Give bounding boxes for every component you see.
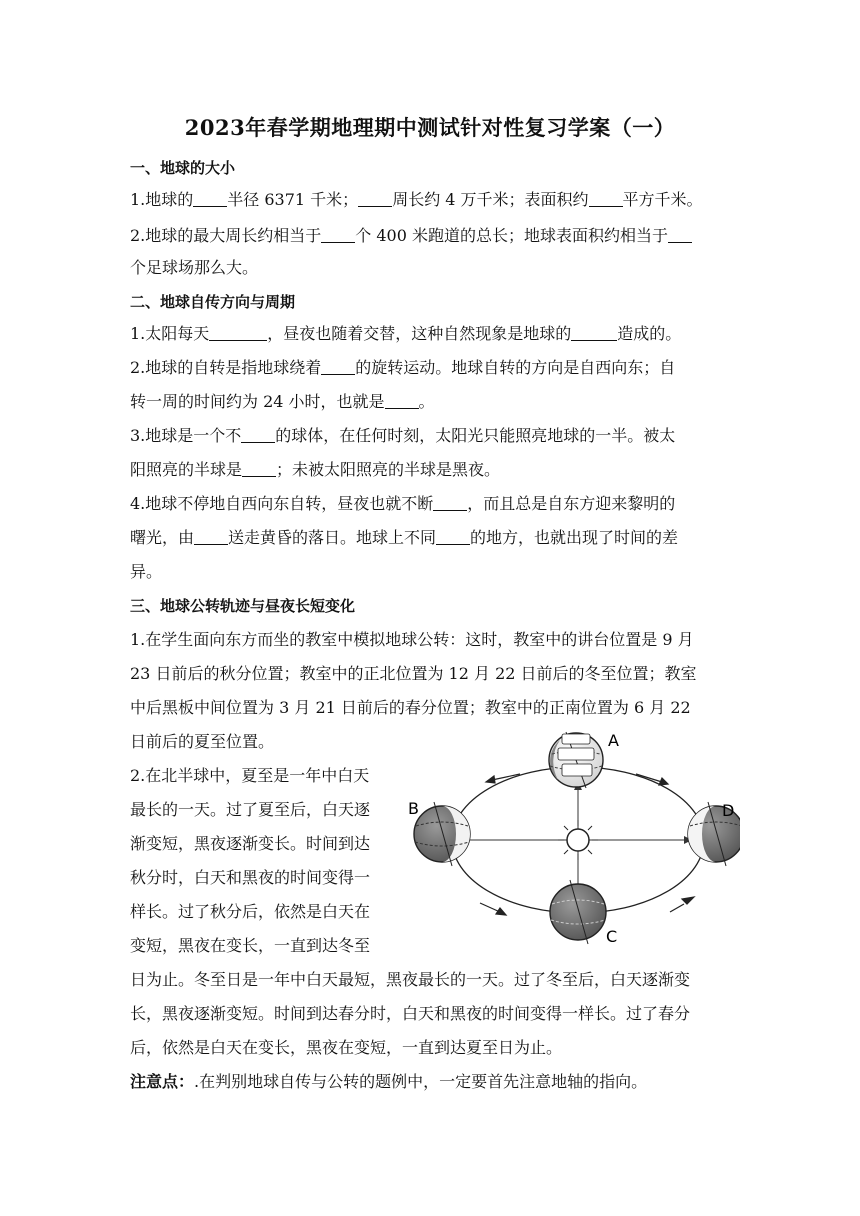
s1-line-1: 1.地球的 半径 6371 千米； 周长约 4 万千米；表面积约 平方千米。	[130, 190, 703, 209]
s3-p1-line-2: 23 日前后的秋分位置；教室中的正北位置为 12 月 22 日前后的冬至位置；教室	[130, 664, 697, 683]
s3-p2-line-1: 2.在北半球中，夏至是一年中白天	[130, 766, 370, 785]
label-a: A	[608, 731, 619, 750]
s3-p2-line-9: 后，依然是白天在变长，黑夜在变短，一直到达夏至日为止。	[130, 1038, 563, 1057]
label-c: C	[606, 927, 618, 946]
blank	[436, 529, 470, 545]
blank	[433, 495, 467, 511]
note-line	[130, 1072, 647, 1092]
s2-line-7: 曙光，由 送走黄昏的落日。地球上不同 的地方，也就出现了时间的差	[130, 528, 679, 547]
s2-line-5: 阳照亮的半球是 ；未被太阳照亮的半球是黑夜。	[130, 460, 501, 479]
blank	[194, 529, 228, 545]
earth-a-icon	[549, 732, 603, 788]
s2-line-3: 转一周的时间约为 24 小时，也就是 。	[130, 392, 435, 411]
blank	[358, 191, 392, 207]
s2-line-8: 异。	[130, 562, 163, 581]
s2-line-2: 2.地球的自转是指地球绕着 的旋转运动。地球自转的方向是自西向东；自	[130, 358, 676, 377]
s3-p2-line-5: 样长。过了秋分后，依然是白天在	[130, 902, 371, 921]
blank	[321, 227, 355, 243]
page-title: 2023年春学期地理期中测试针对性复习学案（一）	[184, 115, 676, 140]
s3-p2-line-4: 秋分时，白天和黑夜的时间变得一	[130, 868, 371, 887]
blank	[385, 393, 419, 409]
s2-line-6: 4.地球不停地自西向东自转，昼夜也就不断 ，而且总是自东方迎来黎明的	[130, 494, 676, 513]
section-3-heading: 三、地球公转轨迹与昼夜长短变化	[130, 597, 356, 615]
blank	[209, 325, 267, 341]
s3-p2-line-6: 变短，黑夜在变长，一直到达冬至	[130, 936, 371, 955]
s3-p2-line-2: 最长的一天。过了夏至后，白天逐	[130, 800, 371, 819]
blank	[241, 427, 275, 443]
s3-p2-line-8: 长，黑夜逐渐变短。时间到达春分时，白天和黑夜的时间变得一样长。过了春分	[130, 1004, 691, 1023]
blank	[242, 461, 276, 477]
note-label: 注意点：	[130, 1072, 195, 1091]
s2-line-1: 1.太阳每天 ，昼夜也随着交替，这种自然现象是地球的 造成的。	[130, 324, 682, 343]
earth-orbit-diagram	[400, 722, 740, 954]
section-2-heading: 二、地球自传方向与周期	[130, 293, 296, 311]
s1-line-3: 个足球场那么大。	[130, 258, 259, 277]
label-b: B	[408, 799, 419, 818]
s1-line-2: 2.地球的最大周长约相当于 个 400 米跑道的总长；地球表面积约相当于	[130, 226, 692, 246]
s2-line-4: 3.地球是一个不 的球体，在任何时刻，太阳光只能照亮地球的一半。被太	[130, 426, 676, 445]
earth-c-icon	[550, 880, 606, 944]
blank	[321, 359, 355, 375]
s3-p2-line-3: 渐变短，黑夜逐渐变长。时间到达	[130, 834, 371, 853]
sun-icon	[558, 820, 598, 860]
s3-p1-line-1: 1.在学生面向东方而坐的教室中模拟地球公转：这时，教室中的讲台位置是 9 月	[130, 630, 694, 649]
blank	[571, 325, 617, 341]
note-text: .在判别地球自传与公转的题例中，一定要首先注意地轴的指向。	[194, 1072, 648, 1091]
blank	[668, 227, 692, 243]
blank	[589, 191, 623, 207]
blank	[193, 191, 227, 207]
s3-p1-line-3: 中后黑板中间位置为 3 月 21 日前后的春分位置；教室中的正南位置为 6 月 22	[130, 698, 691, 717]
label-d: D	[722, 801, 735, 820]
s3-p2-line-7: 日为止。冬至日是一年中白天最短，黑夜最长的一天。过了冬至后，白天逐渐变	[130, 970, 691, 989]
section-1-heading: 一、地球的大小	[130, 159, 236, 177]
s3-p1-line-4: 日前后的夏至位置。	[130, 732, 275, 751]
